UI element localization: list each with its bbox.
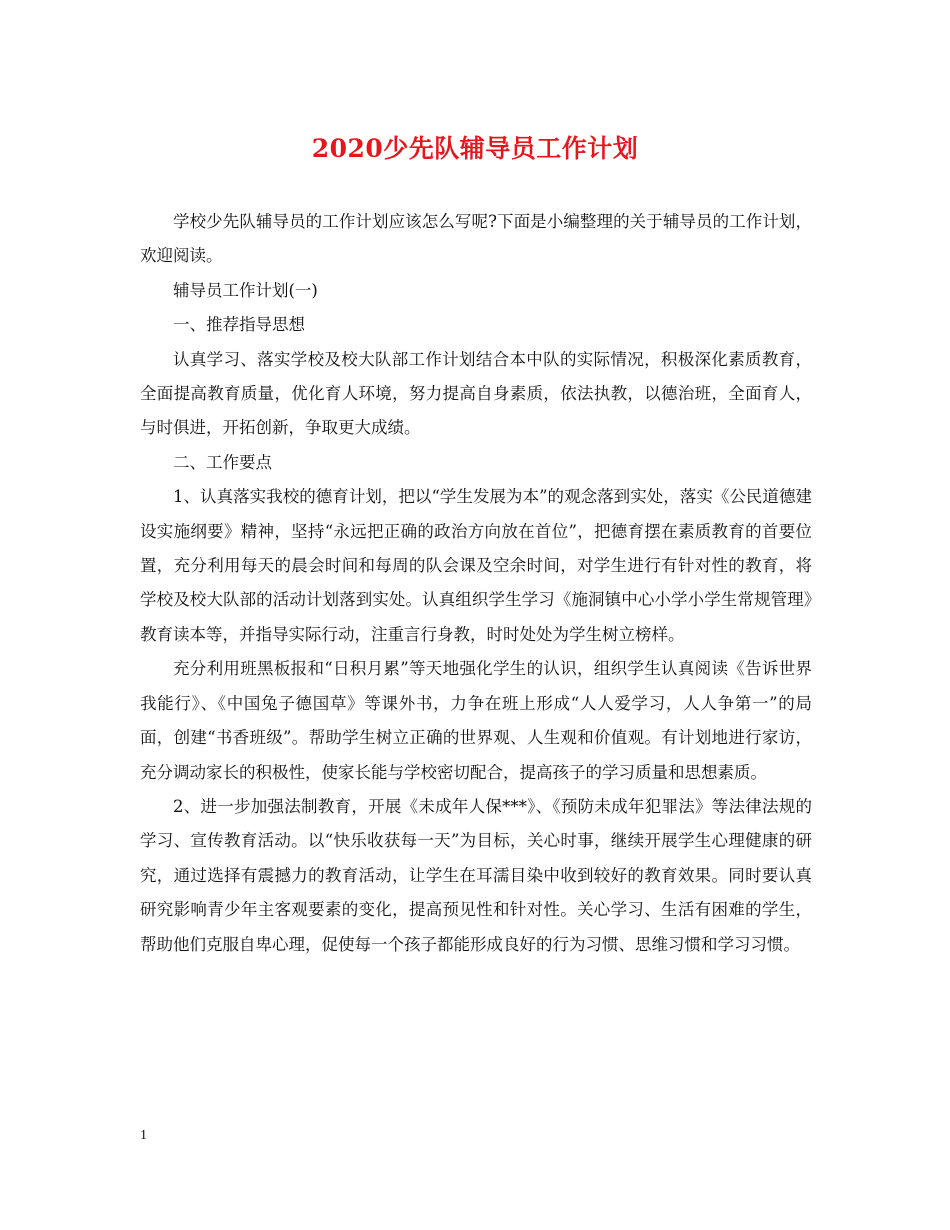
section-heading-guiding-thought: 一、推荐指导思想 xyxy=(173,315,305,335)
paragraph-intro: 学校少先队辅导员的工作计划应该怎么写呢?下面是小编整理的关于辅导员的工作计划，欢迎阅读。 xyxy=(140,212,812,266)
paragraph-work-point-2: 2、进一步加强法制教育，开展《未成年人保***》、《预防未成年犯罪法》等法律法规的学习、宣传教育活动。以“快乐收获每一天”为目标，关心时事，继续开展学生心理健康的研究，通过选择有震撼力的教育活动，让学生在耳濡目染中收到较好的教育效果。同时要认真研究影响青少年主客观要素的变化，提高预见性和针对性。关心学习、生活有困难的学生，帮助他们克服自卑心理，促使每一个孩子都能形成良好的行为习惯、思维习惯和学习习惯。 xyxy=(140,796,812,954)
paragraph-work-point-1: 1、认真落实我校的德育计划，把以“学生发展为本”的观念落到实处，落实《公民道德建设实施纲要》精神，坚持“永远把正确的政治方向放在首位”，把德育摆在素质教育的首要位置，充分利用每天的晨会时间和每周的队会课及空余时间，对学生进行有针对性的教育，将学校及校大队部的活动计划落到实处。认真组织学生学习《施洞镇中心小学小学生常规管理》教育读本等，并指导实际行动，注重言行身教，时时处处为学生树立榜样。 xyxy=(140,487,812,644)
section-heading-work-points: 二、工作要点 xyxy=(173,452,272,472)
paragraph-guiding-thought: 认真学习、落实学校及校大队部工作计划结合本中队的实际情况，积极深化素质教育，全面提高教育质量，优化育人环境，努力提高自身素质，依法执教，以德治班，全面育人，与时俱进，开拓创新，争取更大成绩。 xyxy=(140,349,812,438)
section-heading-plan-one: 辅导员工作计划(一) xyxy=(173,280,318,300)
document-title: 2020少先队辅导员工作计划 xyxy=(311,134,639,163)
paragraph-reading: 充分利用班黑板报和“日积月累”等天地强化学生的认识，组织学生认真阅读《告诉世界我能行》、《中国兔子德国草》等课外书，力争在班上形成“人人爱学习，人人争第一”的局面，创建“书香班级”。帮助学生树立正确的世界观、人生观和价值观。有计划地进行家访，充分调动家长的积极性，使家长能与学校密切配合，提高孩子的学习质量和思想素质。 xyxy=(140,659,812,782)
document-body xyxy=(140,205,812,962)
page-number: 1 xyxy=(140,1128,147,1143)
